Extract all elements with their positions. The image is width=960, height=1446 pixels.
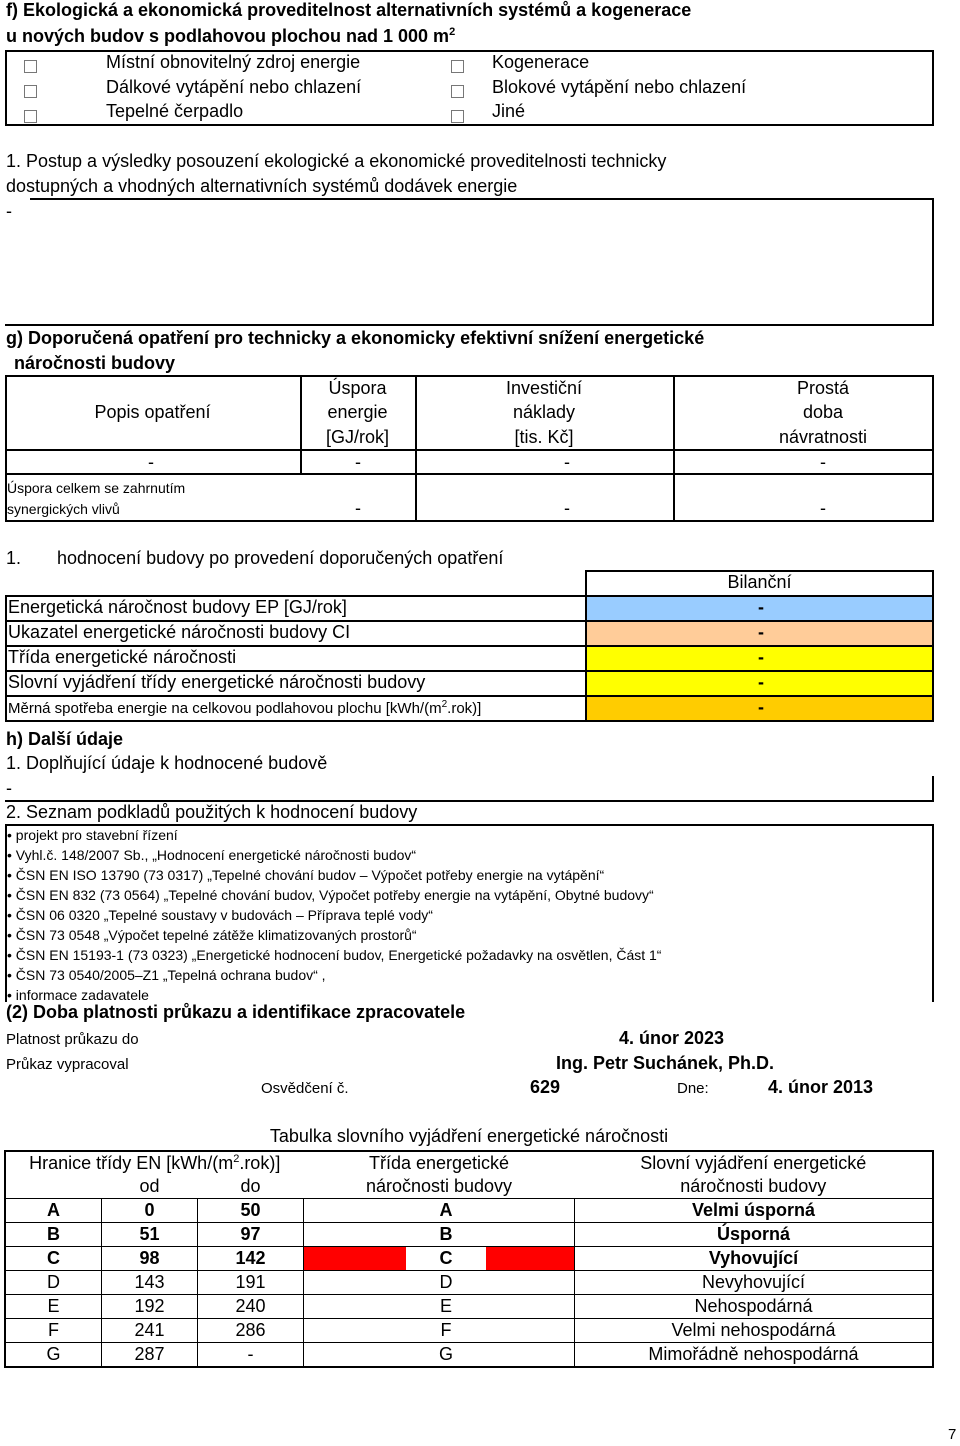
class-row (5, 1319, 933, 1343)
source-item-text: ČSN 73 0540/2005–Z1 „Tepelná ochrana budov“ , (15, 967, 326, 983)
class-table-header-row2 (5, 1175, 933, 1199)
evaluation-row-divider (585, 620, 587, 647)
class-slovni: Velmi úsporná (575, 1199, 934, 1223)
class-row (5, 1199, 933, 1223)
option-label-kogenerace: Kogenerace (492, 52, 590, 72)
bullet-icon: • (7, 947, 12, 963)
source-item (7, 867, 604, 883)
source-item (7, 987, 149, 1003)
class-letter: G (5, 1343, 102, 1368)
validity-vypracoval-value: Ing. Petr Suchánek, Ph.D. (556, 1053, 775, 1073)
section-h-item1-value: - (6, 778, 12, 798)
evaluation-row-label-end: .rok)] (447, 700, 482, 717)
evaluation-row-label (8, 672, 425, 693)
bullet-icon: • (7, 987, 12, 1003)
class-slovni: Nevyhovující (575, 1271, 934, 1295)
section-h-item1: 1. Doplňující údaje k hodnocené budově (6, 753, 328, 773)
header-do: do (240, 1176, 261, 1196)
class-od: 98 (102, 1247, 198, 1271)
evaluation-row-label-text: Slovní vyjádření třídy energetické náročnosti budovy (8, 672, 426, 692)
row-naklady: - (564, 452, 570, 472)
evaluation-title-num: 1. (6, 548, 22, 568)
class-trida: G (406, 1343, 486, 1368)
evaluation-row-value: - (758, 622, 764, 642)
option-checkbox-mistni[interactable] (24, 60, 37, 73)
class-table-title: Tabulka slovního vyjádření energetické náročnosti (269, 1126, 669, 1146)
evaluation-row-label-sup: 2 (441, 699, 448, 710)
header-naklady-2: náklady (512, 402, 576, 422)
evaluation-row-value: - (758, 597, 764, 617)
section-h-item2: 2. Seznam podkladů použitých k hodnocení budovy (6, 802, 418, 822)
header-trida-2: náročnosti budovy (365, 1176, 513, 1196)
header-popis: Popis opatření (94, 402, 211, 422)
class-trida-left (304, 1247, 407, 1271)
header-naklady-3: [tis. Kč] (514, 427, 574, 447)
section-f-title-sup: 2 (449, 26, 456, 38)
class-trida: B (406, 1223, 486, 1247)
class-letter: B (5, 1223, 102, 1247)
source-item (7, 827, 178, 843)
total-label-line1: Úspora celkem se zahrnutím (7, 480, 186, 496)
class-trida-left (304, 1223, 407, 1247)
class-trida-left (304, 1319, 407, 1343)
class-trida: C (406, 1247, 486, 1271)
class-row (5, 1271, 933, 1295)
header-naklady-1: Investiční (505, 378, 583, 398)
class-row (5, 1343, 933, 1368)
class-do: 97 (198, 1223, 304, 1247)
page-number: 7 (948, 1426, 957, 1443)
option-label-jine: Jiné (492, 101, 526, 121)
evaluation-title: hodnocení budovy po provedení doporučených opatření (57, 548, 504, 568)
validity-vypracoval-label: Průkaz vypracoval (6, 1056, 129, 1073)
class-table-header-row1 (5, 1151, 933, 1175)
source-item (7, 847, 416, 863)
header-uspora-2: energie (327, 402, 388, 422)
evaluation-row-label-text: Třída energetické náročnosti (8, 647, 237, 667)
row-popis: - (148, 452, 154, 472)
evaluation-row-label-text: Energetická náročnost budovy EP [GJ/rok] (8, 597, 347, 617)
total-label-line2: synergických vlivů (7, 501, 120, 517)
option-label-tepelne: Tepelné čerpadlo (106, 101, 244, 121)
total-doba: - (820, 498, 826, 518)
class-trida-left (304, 1343, 407, 1368)
class-trida-right (486, 1271, 575, 1295)
class-trida-left (304, 1271, 407, 1295)
evaluation-row-label (8, 647, 236, 668)
header-slovni-2: náročnosti budovy (575, 1175, 934, 1199)
validity-platnost-value: 4. únor 2023 (619, 1028, 725, 1048)
item1-box-right (932, 776, 934, 800)
point1-box-top (30, 198, 934, 200)
bullet-icon: • (7, 967, 12, 983)
section-g-title-line2: náročnosti budovy (14, 353, 176, 373)
class-slovni: Vyhovující (575, 1247, 934, 1271)
evaluation-row-divider (585, 695, 587, 722)
header-hranice-sup: 2 (233, 1153, 240, 1165)
class-letter: A (5, 1199, 102, 1223)
option-checkbox-dalkove[interactable] (24, 85, 37, 98)
point1-box (5, 198, 934, 326)
class-table (4, 1150, 934, 1368)
total-naklady: - (564, 498, 570, 518)
header-trida-1: Třída energetické (304, 1151, 575, 1175)
bullet-icon: • (7, 907, 12, 923)
header-doba-2: doba (802, 402, 844, 422)
section-h-title: h) Další údaje (6, 729, 124, 749)
class-slovni: Úsporná (575, 1223, 934, 1247)
evaluation-row-label (8, 597, 347, 618)
header-blank (5, 1175, 102, 1199)
header-doba-1: Prostá (796, 378, 850, 398)
source-item (7, 927, 417, 943)
class-slovni: Mimořádně nehospodárná (575, 1343, 934, 1368)
header-od: od (139, 1176, 160, 1196)
source-item-text: ČSN EN 15193-1 (73 0323) „Energetické hodnocení budov, Energetické požadavky na osvětlen, Část 1“ (15, 947, 662, 963)
class-trida-right (486, 1295, 575, 1319)
total-uspora: - (355, 498, 361, 518)
class-od: 192 (102, 1295, 198, 1319)
bullet-icon: • (7, 847, 12, 863)
class-do: - (198, 1343, 304, 1368)
header-slovni-1: Slovní vyjádření energetické (575, 1151, 934, 1175)
header-hranice (5, 1151, 304, 1175)
class-do: 50 (198, 1199, 304, 1223)
evaluation-row-label-text: Měrná spotřeba energie na celkovou podlahovou plochu [kWh/(m (8, 700, 442, 717)
class-trida-right (486, 1199, 575, 1223)
evaluation-row-divider (585, 670, 587, 697)
source-item-text: ČSN 73 0548 „Výpočet tepelné zátěže klimatizovaných prostorů“ (15, 927, 417, 943)
evaluation-row-label (8, 699, 481, 717)
point1-line2: dostupných a vhodných alternativních systémů dodávek energie (6, 176, 518, 196)
evaluation-row-divider (585, 645, 587, 672)
source-item-text: ČSN 06 0320 „Tepelné soustavy v budovách – Příprava teplé vody“ (15, 907, 433, 923)
bullet-icon: • (7, 927, 12, 943)
source-item-text: ČSN EN 832 (73 0564) „Tepelné chování budov, Výpočet potřeby energie na vytápění, Obytné budovy“ (15, 887, 654, 903)
point1-value: - (6, 201, 12, 221)
class-letter: E (5, 1295, 102, 1319)
measures-hline2 (5, 473, 934, 475)
option-label-mistni: Místní obnovitelný zdroj energie (106, 52, 361, 72)
validity-title: (2) Doba platnosti průkazu a identifikace zpracovatele (6, 1002, 466, 1022)
header-doba-3: návratnosti (778, 427, 868, 447)
source-item-text: projekt pro stavební řízení (15, 827, 178, 843)
class-trida: A (406, 1199, 486, 1223)
class-trida: F (406, 1319, 486, 1343)
evaluation-col-header: Bilanční (727, 572, 792, 592)
class-row (5, 1295, 933, 1319)
source-item-text: Vyhl.č. 148/2007 Sb., „Hodnocení energetické náročnosti budov“ (15, 847, 417, 863)
source-item (7, 887, 654, 903)
class-slovni: Velmi nehospodárná (575, 1319, 934, 1343)
validity-osvedceni-value: 629 (530, 1077, 561, 1097)
bullet-icon: • (7, 867, 12, 883)
row-uspora: - (355, 452, 361, 472)
section-f-title-text: u nových budov s podlahovou plochou nad 1 000 m (6, 26, 450, 46)
class-slovni: Nehospodárná (575, 1295, 934, 1319)
class-do: 240 (198, 1295, 304, 1319)
evaluation-row-value: - (758, 672, 764, 692)
bullet-icon: • (7, 887, 12, 903)
option-label-blokove: Blokové vytápění nebo chlazení (492, 77, 747, 97)
class-letter: D (5, 1271, 102, 1295)
class-trida: D (406, 1271, 486, 1295)
evaluation-row-label (8, 622, 350, 643)
validity-dne-label: Dne: (677, 1080, 709, 1097)
validity-platnost-label: Platnost průkazu do (6, 1031, 139, 1048)
header-uspora-1: Úspora (328, 378, 387, 398)
validity-osvedceni-label: Osvědčení č. (261, 1080, 349, 1097)
section-g-title-line1: g) Doporučená opatření pro technicky a ekonomicky efektivní snížení energetické (6, 328, 705, 348)
option-checkbox-kogenerace[interactable] (451, 60, 464, 73)
option-checkbox-tepelne[interactable] (24, 110, 37, 123)
class-od: 287 (102, 1343, 198, 1368)
option-checkbox-blokove[interactable] (451, 85, 464, 98)
section-f-title-line1: f) Ekologická a ekonomická proveditelnost alternativních systémů a kogenerace (6, 0, 692, 20)
source-item (7, 907, 433, 923)
class-letter: C (5, 1247, 102, 1271)
class-od: 241 (102, 1319, 198, 1343)
class-do: 191 (198, 1271, 304, 1295)
header-hranice-text: Hranice třídy EN [kWh/(m (29, 1153, 234, 1173)
class-do: 142 (198, 1247, 304, 1271)
class-od: 51 (102, 1223, 198, 1247)
row-doba: - (820, 452, 826, 472)
class-trida-right (486, 1343, 575, 1368)
evaluation-row-value: - (758, 647, 764, 667)
header-hranice-end: .rok)] (239, 1153, 281, 1173)
class-do: 286 (198, 1319, 304, 1343)
bullet-icon: • (7, 827, 12, 843)
option-label-dalkove: Dálkové vytápění nebo chlazení (106, 77, 362, 97)
measures-hline1 (5, 449, 934, 451)
class-trida-right (486, 1247, 575, 1271)
class-letter: F (5, 1319, 102, 1343)
option-checkbox-jine[interactable] (451, 110, 464, 123)
validity-dne-value: 4. únor 2013 (768, 1077, 874, 1097)
class-row (5, 1247, 933, 1271)
class-trida-left (304, 1199, 407, 1223)
point1-line1: 1. Postup a výsledky posouzení ekologické a ekonomické proveditelnosti technicky (6, 151, 667, 171)
source-item-text: informace zadavatele (15, 987, 149, 1003)
class-trida-right (486, 1223, 575, 1247)
class-trida-left (304, 1295, 407, 1319)
source-item (7, 967, 326, 983)
class-od: 0 (102, 1199, 198, 1223)
header-uspora-3: [GJ/rok] (325, 427, 389, 447)
class-od: 143 (102, 1271, 198, 1295)
class-trida-right (486, 1319, 575, 1343)
section-f-title-line2 (6, 26, 455, 47)
evaluation-row-value: - (758, 697, 764, 717)
class-row (5, 1223, 933, 1247)
evaluation-row-label-text: Ukazatel energetické náročnosti budovy CI (8, 622, 351, 642)
source-item (7, 947, 661, 963)
source-item-text: ČSN EN ISO 13790 (73 0317) „Tepelné chování budov – Výpočet potřeby energie na vytápění“ (15, 867, 605, 883)
class-trida: E (406, 1295, 486, 1319)
evaluation-row-divider (585, 595, 587, 622)
